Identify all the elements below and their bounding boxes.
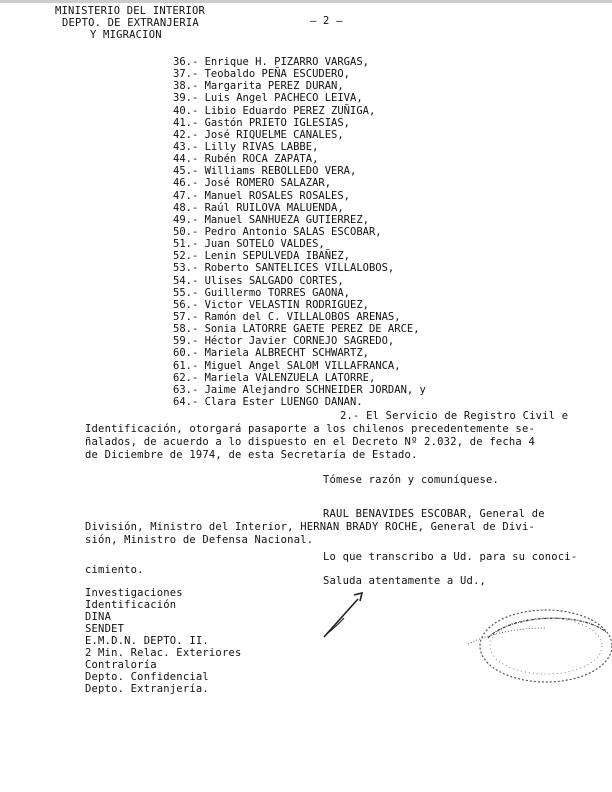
list-item: 63.- Jaime Alejandro SCHNEIDER JORDAN, y bbox=[173, 383, 426, 396]
list-item: 49.- Manuel SANHUEZA GUTIERREZ, bbox=[173, 213, 369, 226]
tomese-razon: Tómese razón y comuníquese. bbox=[323, 474, 500, 486]
list-item: Investigaciones bbox=[85, 587, 183, 599]
list-item: 54.- Ulises SALGADO CORTES, bbox=[173, 274, 344, 287]
list-item: 43.- Lilly RIVAS LABBE, bbox=[173, 140, 319, 153]
list-item: Identificación bbox=[85, 599, 177, 611]
list-item: 61.- Miguel Angel SALOM VILLAFRANCA, bbox=[173, 359, 401, 372]
list-item: 47.- Manuel ROSALES ROSALES, bbox=[173, 189, 351, 202]
closing-salutation: Saluda atentamente a Ud., bbox=[323, 575, 487, 587]
scan-top-edge bbox=[0, 0, 612, 3]
list-item: 50.- Pedro Antonio SALAS ESCOBAR, bbox=[173, 225, 382, 238]
list-item: 55.- Guillermo TORRES GAONA, bbox=[173, 286, 351, 299]
list-item: 64.- Clara Ester LUENGO DANAN. bbox=[173, 395, 363, 408]
list-item: 60.- Mariela ALBRECHT SCHWARTZ, bbox=[173, 347, 369, 360]
list-item: 48.- Raúl RUILOVA MALUENDA, bbox=[173, 201, 344, 214]
list-item: Contraloría bbox=[85, 659, 157, 671]
list-item: DINA bbox=[85, 611, 112, 623]
list-item: 40.- Libio Eduardo PEREZ ZUÑIGA, bbox=[173, 104, 376, 117]
list-item: 56.- Victor VELASTIN RODRIGUEZ, bbox=[173, 298, 369, 311]
list-item: E.M.D.N. DEPTO. II. bbox=[85, 635, 209, 647]
official-seal-stamp bbox=[468, 598, 612, 684]
list-item: 39.- Luis Angel PACHECO LEIVA, bbox=[173, 92, 363, 105]
paragraph-line: cimiento. bbox=[85, 564, 144, 576]
page-number: — 2 — bbox=[310, 15, 343, 27]
list-item: 44.- Rubén ROCA ZAPATA, bbox=[173, 153, 319, 166]
paragraph-line: 2.- El Servicio de Registro Civil e bbox=[340, 410, 569, 422]
list-item: 62.- Mariela VALENZUELA LATORRE, bbox=[173, 371, 376, 384]
paragraph-line: Lo que transcribo a Ud. para su conoci- bbox=[323, 551, 578, 563]
list-item: 36.- Enrique H. PIZARRO VARGAS, bbox=[173, 56, 369, 68]
list-item: SENDET bbox=[85, 623, 125, 635]
department-subname: Y MIGRACION bbox=[90, 29, 162, 41]
list-item: 38.- Margarita PEREZ DURAN, bbox=[173, 80, 344, 93]
list-item: 45.- Williams REBOLLEDO VERA, bbox=[173, 165, 357, 178]
paragraph-line: de Diciembre de 1974, de esta Secretaría de Estado. bbox=[85, 449, 418, 461]
ministry-name: MINISTERIO DEL INTERIOR bbox=[55, 5, 205, 17]
list-item: 53.- Roberto SANTELICES VILLALOBOS, bbox=[173, 262, 395, 275]
list-item: 59.- Héctor Javier CORNEJO SAGREDO, bbox=[173, 335, 395, 348]
list-item: 46.- José ROMERO SALAZAR, bbox=[173, 177, 332, 190]
list-item: 57.- Ramón del C. VILLALOBOS ARENAS, bbox=[173, 310, 401, 323]
paragraph-line: RAUL BENAVIDES ESCOBAR, General de bbox=[323, 508, 545, 520]
list-item: 51.- Juan SOTELO VALDES, bbox=[173, 238, 325, 251]
paragraph-line: ñalados, de acuerdo a lo dispuesto en el Decreto Nº 2.032, de fecha 4 bbox=[85, 436, 535, 448]
list-item: Depto. Confidencial bbox=[85, 671, 209, 683]
names-list bbox=[173, 56, 426, 408]
paragraph-line: sión, Ministro de Defensa Nacional. bbox=[85, 534, 314, 546]
signature-mark bbox=[318, 585, 378, 645]
list-item: 2 Min. Relac. Exteriores bbox=[85, 647, 242, 659]
list-item: 37.- Teobaldo PEÑA ESCUDERO, bbox=[173, 68, 351, 81]
paragraph-line: División, Ministro del Interior, HERNAN BRADY ROCHE, General de Divi- bbox=[85, 521, 535, 533]
list-item: 42.- José RIQUELME CANALES, bbox=[173, 128, 344, 141]
list-item: Depto. Extranjería. bbox=[85, 683, 209, 695]
list-item: 58.- Sonia LATORRE GAETE PEREZ DE ARCE, bbox=[173, 323, 420, 336]
list-item: 41.- Gastón PRIETO IGLESIAS, bbox=[173, 116, 351, 129]
paragraph-line: Identificación, otorgará pasaporte a los chilenos precedentemente se- bbox=[85, 423, 535, 435]
department-name: DEPTO. DE EXTRANJERIA bbox=[62, 17, 199, 29]
list-item: 52.- Lenin SEPULVEDA IBAÑEZ, bbox=[173, 250, 351, 263]
